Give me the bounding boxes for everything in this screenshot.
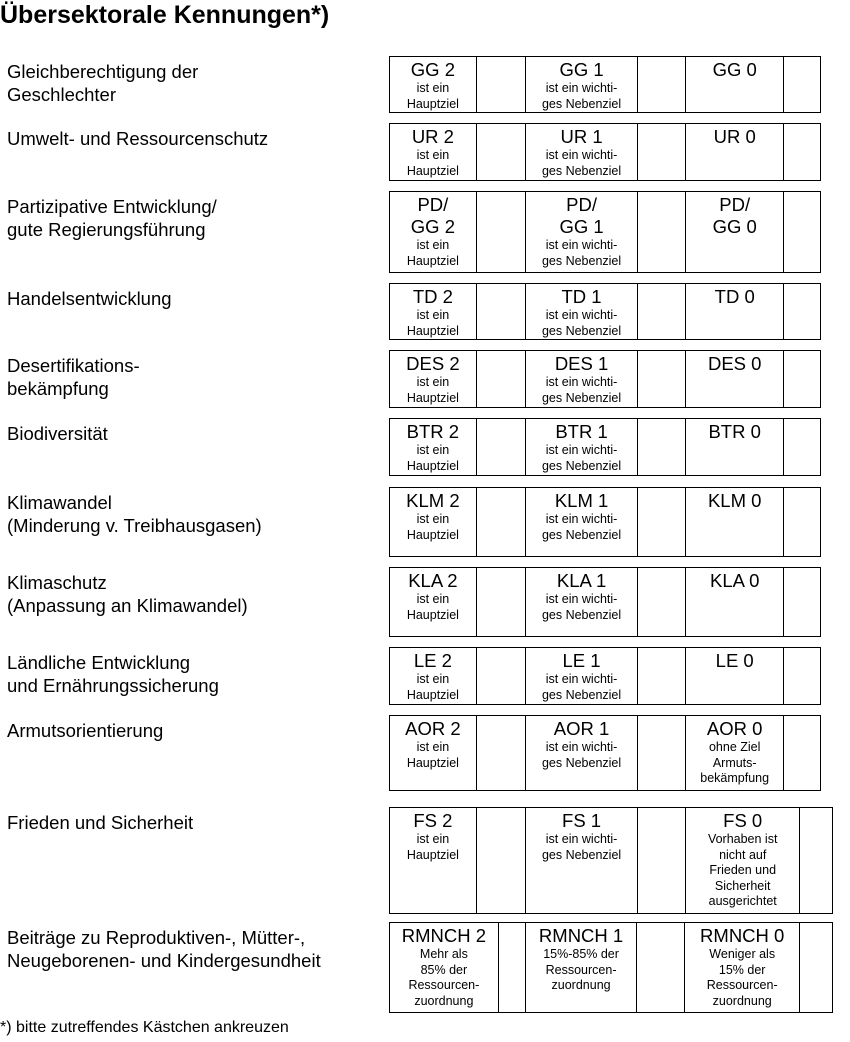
option-code-cell — [686, 192, 784, 272]
checkbox[interactable] — [638, 192, 686, 272]
option-description: ist ein wichti- ges Nebenziel — [541, 672, 622, 702]
checkbox[interactable] — [477, 648, 526, 704]
marker-row — [0, 56, 850, 113]
option-code-cell — [686, 808, 800, 913]
option-code: KLM 1 — [554, 490, 609, 511]
option-description: ist ein wichti- ges Nebenziel — [541, 81, 622, 111]
option-code-cell — [526, 648, 639, 704]
option-description: ist ein Hauptziel — [406, 148, 459, 178]
option-code-cell — [686, 419, 784, 475]
checkbox[interactable] — [638, 351, 686, 407]
checkbox[interactable] — [784, 284, 821, 339]
option-description: ist ein Hauptziel — [406, 238, 459, 268]
option-code-cell — [686, 124, 784, 180]
checkbox[interactable] — [477, 192, 526, 272]
checkbox[interactable] — [638, 124, 686, 180]
option-code-cell — [526, 57, 639, 112]
option-code-cell — [526, 124, 639, 180]
option-box — [389, 283, 821, 340]
marker-row — [0, 487, 850, 557]
option-code-cell — [686, 568, 784, 636]
option-code: PD/ GG 1 — [559, 194, 604, 237]
option-description: ist ein wichti- ges Nebenziel — [541, 512, 622, 542]
option-code-cell — [686, 648, 784, 704]
checkbox[interactable] — [800, 923, 833, 1012]
checkbox[interactable] — [477, 419, 526, 475]
option-description: ist ein Hauptziel — [406, 512, 459, 542]
option-code-cell — [390, 716, 477, 790]
checkbox[interactable] — [800, 808, 833, 913]
option-code: RMNCH 0 — [700, 925, 785, 946]
option-code: KLA 0 — [710, 570, 760, 591]
option-code: GG 1 — [559, 59, 604, 80]
checkbox[interactable] — [784, 716, 821, 790]
option-code: DES 0 — [707, 353, 762, 374]
option-description: ist ein wichti- ges Nebenziel — [541, 308, 622, 338]
option-code: LE 2 — [413, 650, 452, 671]
checkbox[interactable] — [784, 419, 821, 475]
option-code: RMNCH 1 — [538, 925, 624, 946]
checkbox[interactable] — [477, 284, 526, 339]
row-label: Gleichberechtigung der Geschlechter — [7, 61, 199, 105]
row-label: Klimaschutz (Anpassung an Klimawandel) — [7, 572, 248, 616]
option-code-cell — [526, 923, 638, 1012]
option-code-cell — [526, 351, 639, 407]
option-description: ist ein Hauptziel — [406, 832, 459, 862]
option-box — [389, 567, 821, 637]
option-box — [389, 123, 821, 181]
marker-row — [0, 647, 850, 705]
option-code: KLM 2 — [406, 490, 460, 511]
option-code-cell — [390, 808, 477, 913]
option-code-cell — [526, 419, 639, 475]
option-code: KLA 1 — [556, 570, 607, 591]
option-code: TD 2 — [412, 286, 453, 307]
marker-row — [0, 191, 850, 273]
marker-row — [0, 807, 850, 914]
option-box — [389, 350, 821, 408]
row-label: Beiträge zu Reproduktiven-, Mütter-, Neugeborenen- und Kindergesundheit — [7, 927, 321, 971]
option-code: TD 0 — [714, 286, 755, 307]
row-label: Klimawandel (Minderung v. Treibhausgasen) — [7, 492, 262, 536]
option-code: PD/ GG 0 — [712, 194, 757, 237]
option-code-cell — [390, 57, 477, 112]
option-code: PD/ GG 2 — [410, 194, 455, 237]
row-label: Umwelt- und Ressourcenschutz — [7, 128, 269, 149]
checkbox[interactable] — [477, 568, 526, 636]
option-description: ist ein Hauptziel — [406, 81, 459, 111]
option-code: GG 0 — [712, 59, 757, 80]
option-box — [389, 647, 821, 705]
option-code: GG 2 — [410, 59, 455, 80]
option-description: ist ein wichti- ges Nebenziel — [541, 832, 622, 862]
checkbox[interactable] — [477, 351, 526, 407]
marker-row — [0, 123, 850, 181]
option-code-cell — [526, 568, 639, 636]
checkbox[interactable] — [638, 808, 686, 913]
option-code-cell — [390, 284, 477, 339]
checkbox[interactable] — [784, 57, 821, 112]
option-code: FS 0 — [723, 810, 763, 831]
option-code-cell — [390, 419, 477, 475]
row-label: Frieden und Sicherheit — [7, 812, 194, 833]
option-code: UR 0 — [713, 126, 756, 147]
checkbox[interactable] — [638, 568, 686, 636]
row-label: Desertifikations- bekämpfung — [7, 355, 140, 399]
option-code-cell — [686, 284, 784, 339]
option-code: AOR 0 — [706, 718, 763, 739]
option-code-cell — [390, 351, 477, 407]
checkbox[interactable] — [784, 124, 821, 180]
checkbox[interactable] — [477, 57, 526, 112]
option-box — [389, 191, 821, 273]
option-code: RMNCH 2 — [401, 925, 487, 946]
row-label: Handelsentwicklung — [7, 288, 172, 309]
option-code-cell — [390, 923, 499, 1012]
option-description: ist ein wichti- ges Nebenziel — [541, 148, 622, 178]
checkbox[interactable] — [638, 488, 686, 556]
option-description: ist ein wichti- ges Nebenziel — [541, 740, 622, 770]
option-code-cell — [686, 351, 784, 407]
option-description: ist ein wichti- ges Nebenziel — [541, 238, 622, 268]
option-code: AOR 1 — [553, 718, 610, 739]
marker-row — [0, 350, 850, 408]
marker-row — [0, 283, 850, 340]
option-description: Weniger als 15% der Ressourcen- zuordnung — [706, 947, 778, 1008]
option-code: UR 2 — [411, 126, 454, 147]
option-box — [389, 418, 821, 476]
option-code-cell — [390, 648, 477, 704]
option-code-cell — [390, 568, 477, 636]
checkbox[interactable] — [637, 923, 685, 1012]
option-code-cell — [390, 488, 477, 556]
option-box — [389, 807, 833, 914]
option-code-cell — [686, 488, 784, 556]
option-description: ohne Ziel Armuts- bekämpfung — [700, 740, 770, 785]
checkbox[interactable] — [638, 716, 686, 790]
option-code-cell — [685, 923, 800, 1012]
option-description: ist ein Hauptziel — [406, 592, 459, 622]
option-code: LE 1 — [562, 650, 601, 671]
row-label: Armutsorientierung — [7, 720, 164, 741]
option-description: ist ein Hauptziel — [406, 308, 459, 338]
footnote: *) bitte zutreffendes Kästchen ankreuzen — [0, 1019, 289, 1036]
option-description: ist ein wichti- ges Nebenziel — [541, 443, 622, 473]
row-label: Partizipative Entwicklung/ gute Regierungsführung — [7, 196, 217, 240]
checkbox[interactable] — [784, 568, 821, 636]
option-box — [389, 922, 833, 1013]
checkbox[interactable] — [638, 648, 686, 704]
option-box — [389, 56, 821, 113]
option-description: ist ein Hauptziel — [406, 672, 459, 702]
option-description: Vorhaben ist nicht auf Frieden und Sicherheit ausgerichtet — [707, 832, 778, 908]
option-description: ist ein wichti- ges Nebenziel — [541, 592, 622, 622]
option-description: ist ein Hauptziel — [406, 740, 459, 770]
option-code: FS 1 — [562, 810, 602, 831]
option-code: AOR 2 — [405, 718, 461, 739]
option-description: Mehr als 85% der Ressourcen- zuordnung — [408, 947, 480, 1008]
option-code: BTR 1 — [555, 421, 608, 442]
option-code: LE 0 — [715, 650, 754, 671]
option-code-cell — [526, 284, 639, 339]
option-code-cell — [526, 488, 639, 556]
checkbox[interactable] — [477, 124, 526, 180]
option-code-cell — [526, 716, 639, 790]
option-box — [389, 487, 821, 557]
option-code: TD 1 — [561, 286, 602, 307]
checkbox[interactable] — [477, 808, 526, 913]
marker-row — [0, 922, 850, 1013]
option-code: UR 1 — [560, 126, 603, 147]
marker-row — [0, 418, 850, 476]
checkbox[interactable] — [784, 192, 821, 272]
option-code-cell — [686, 716, 784, 790]
option-code-cell — [686, 57, 784, 112]
row-label: Biodiversität — [7, 423, 108, 444]
option-description: 15%-85% der Ressourcen- zuordnung — [543, 947, 619, 992]
option-code: DES 2 — [406, 353, 460, 374]
checkbox[interactable] — [784, 648, 821, 704]
checkbox[interactable] — [638, 284, 686, 339]
option-code: BTR 0 — [708, 421, 761, 442]
option-code: KLA 2 — [408, 570, 458, 591]
option-code: FS 2 — [413, 810, 453, 831]
row-label: Ländliche Entwicklung und Ernährungssicherung — [7, 652, 219, 696]
option-code-cell — [526, 192, 639, 272]
option-code: DES 1 — [554, 353, 609, 374]
checkbox[interactable] — [477, 716, 526, 790]
checkbox[interactable] — [638, 57, 686, 112]
checkbox[interactable] — [784, 351, 821, 407]
checkbox[interactable] — [638, 419, 686, 475]
marker-row — [0, 715, 850, 791]
option-box — [389, 715, 821, 791]
option-code: BTR 2 — [406, 421, 460, 442]
checkbox[interactable] — [499, 923, 526, 1012]
checkbox[interactable] — [477, 488, 526, 556]
option-description: ist ein Hauptziel — [406, 443, 459, 473]
option-code: KLM 0 — [707, 490, 762, 511]
option-code-cell — [390, 124, 477, 180]
option-description: ist ein Hauptziel — [406, 375, 459, 405]
option-description: ist ein wichti- ges Nebenziel — [541, 375, 622, 405]
option-code-cell — [390, 192, 477, 272]
page-title: Übersektorale Kennungen*) — [0, 1, 330, 29]
marker-row — [0, 567, 850, 637]
option-code-cell — [526, 808, 639, 913]
checkbox[interactable] — [784, 488, 821, 556]
